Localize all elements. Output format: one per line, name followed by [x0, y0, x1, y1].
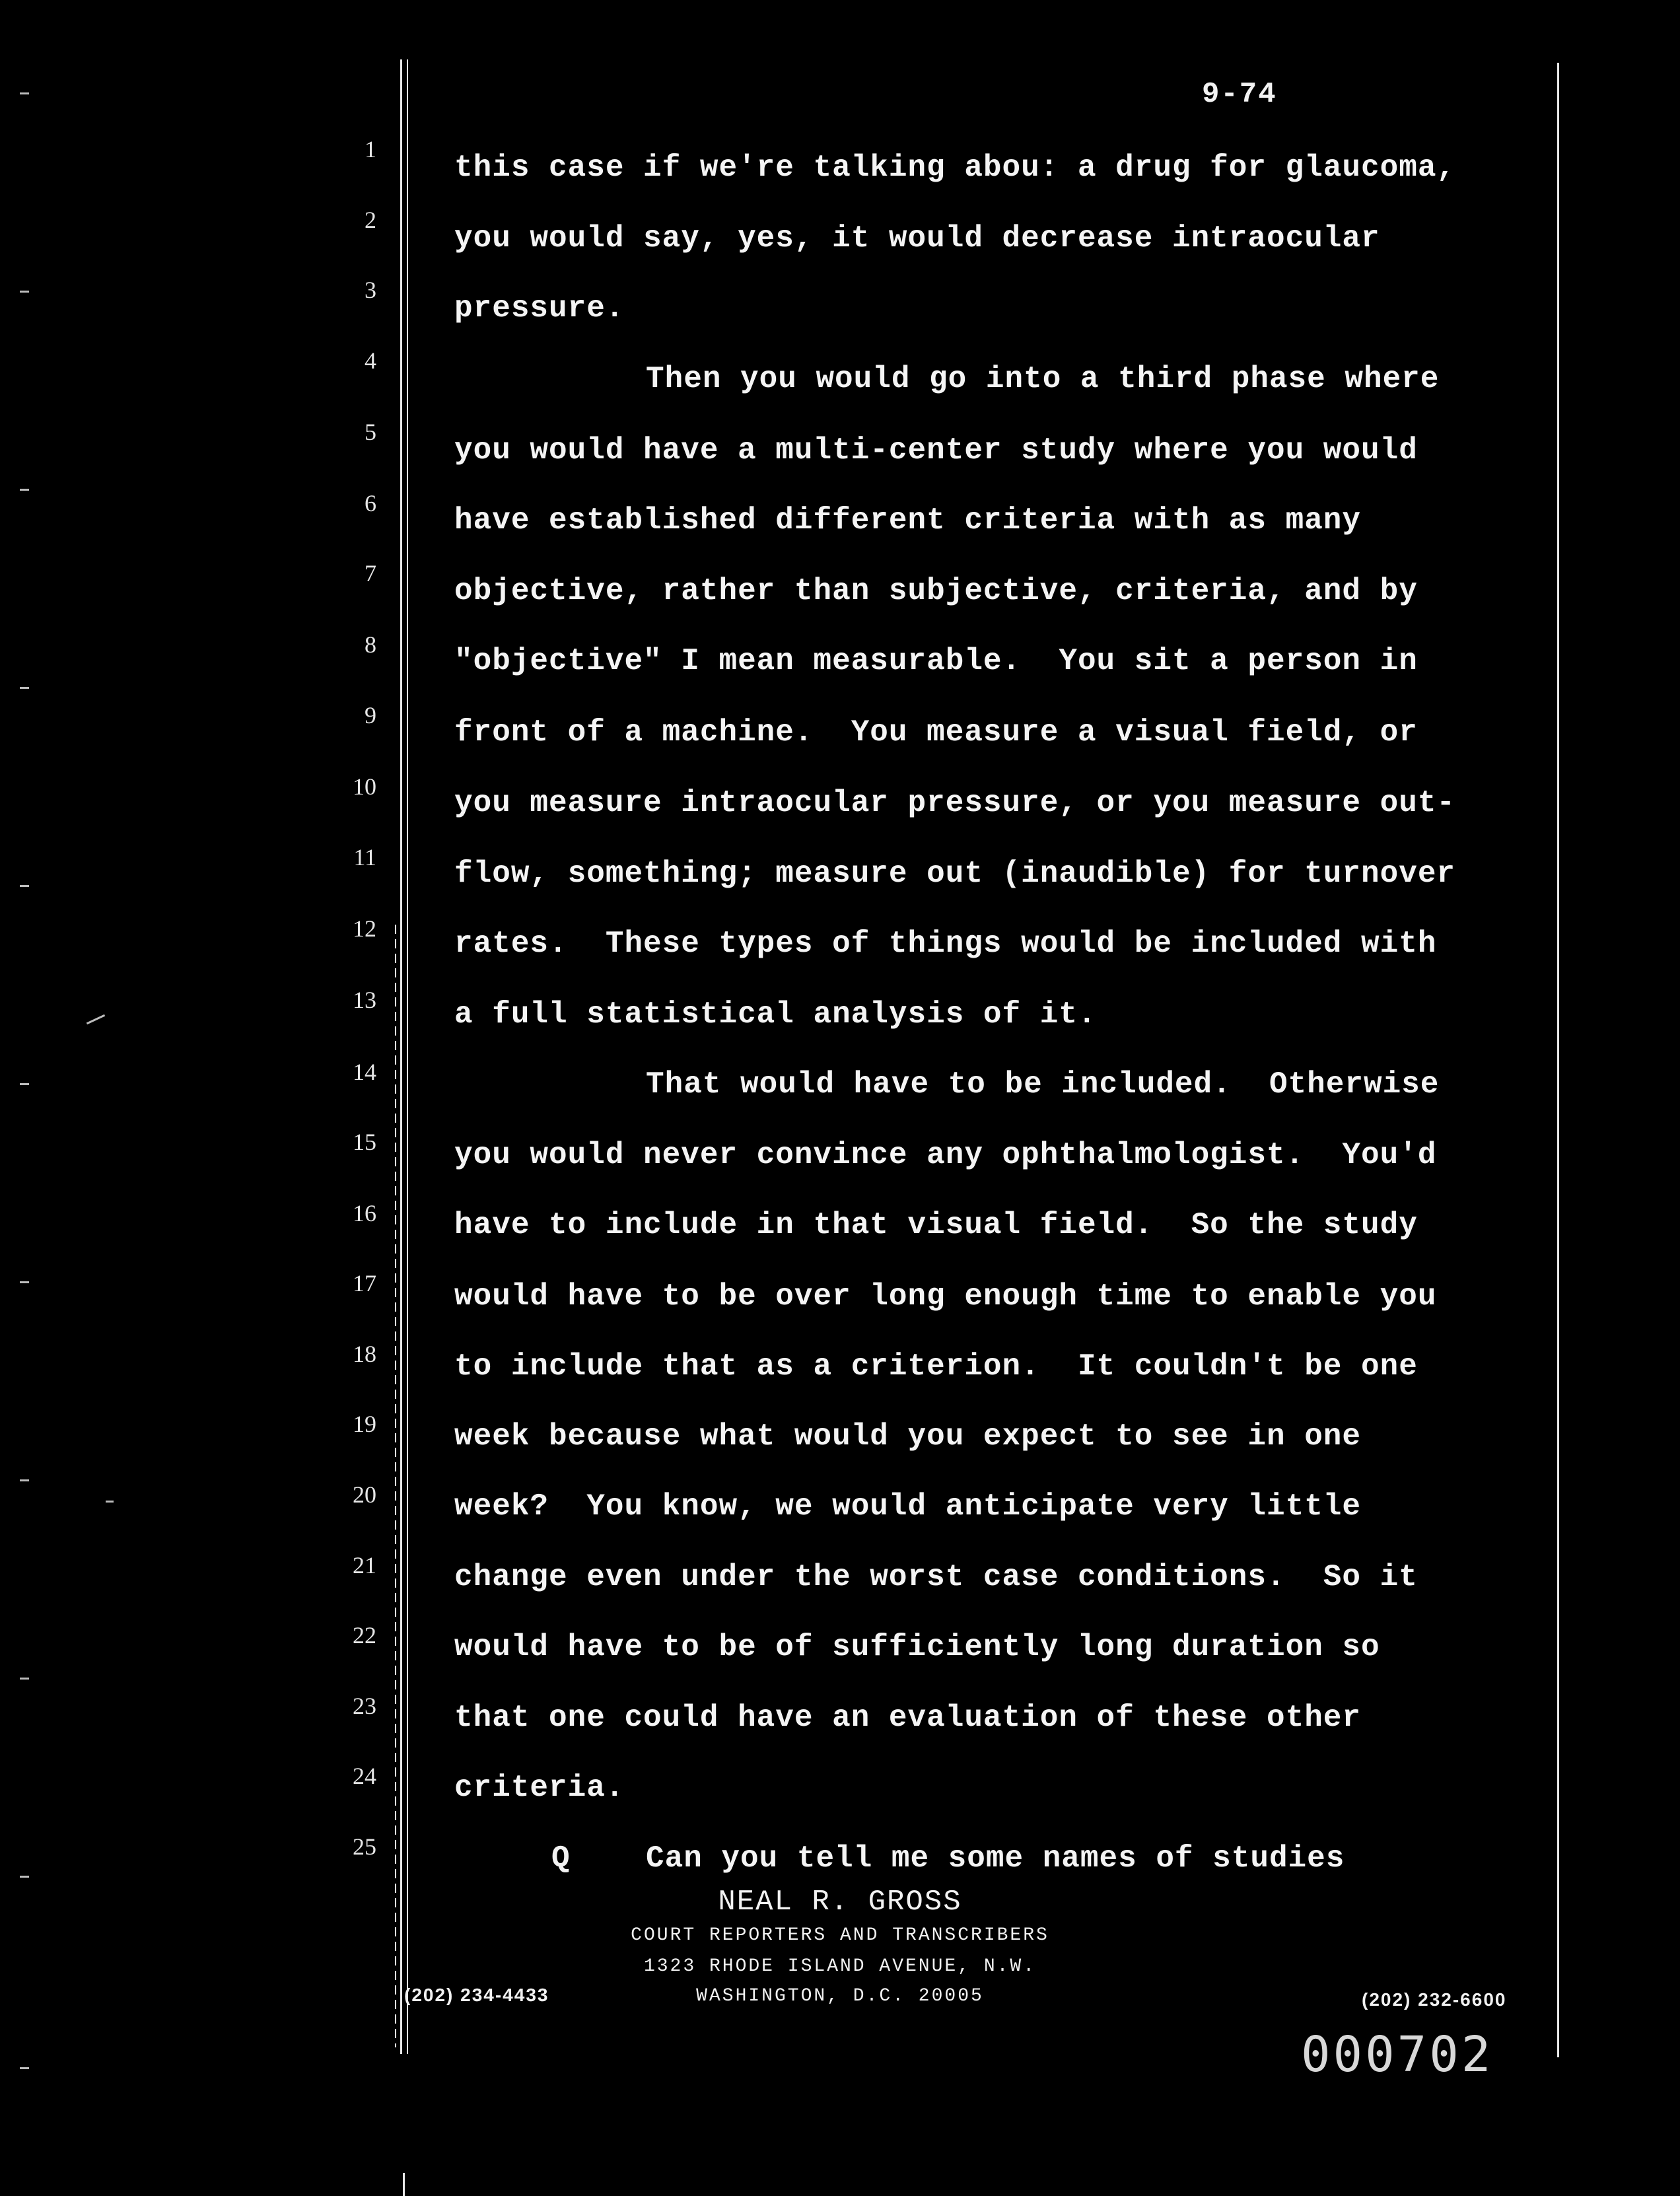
transcript-line: rates. These types of things would be included with: [454, 927, 1437, 961]
line-number: 12: [353, 915, 376, 942]
transcript-line: that one could have an evaluation of these other: [454, 1701, 1362, 1735]
transcript-line: Then you would go into a third phase where: [646, 362, 1440, 396]
line-number: 8: [365, 631, 376, 658]
left-margin-rule-inner: [407, 59, 408, 2054]
line-number: 5: [365, 419, 376, 445]
transcript-line: week because what would you expect to see in one: [454, 1419, 1362, 1454]
transcript-line: That would have to be included. Otherwise: [646, 1067, 1440, 1102]
scan-speck: [20, 2067, 29, 2069]
phone-left: (202) 234-4433: [404, 1985, 549, 2005]
scan-speck: [20, 489, 29, 491]
scan-speck: [87, 1014, 105, 1024]
scan-speck: [20, 92, 29, 94]
page-number: 9-74: [1202, 78, 1277, 111]
line-number: 16: [353, 1200, 376, 1226]
line-number: 1: [365, 136, 376, 162]
line-number: 6: [365, 490, 376, 516]
line-number: 18: [353, 1341, 376, 1367]
line-number: 17: [353, 1270, 376, 1296]
line-number: 11: [353, 844, 376, 870]
line-number: 7: [365, 560, 376, 586]
bates-number: 000702: [1301, 2026, 1494, 2083]
firm-address: 1323 RHODE ISLAND AVENUE, N.W.: [643, 1956, 1037, 1977]
transcript-line: front of a machine. You measure a visual field, or: [454, 715, 1418, 750]
transcript-line: have to include in that visual field. So the study: [454, 1208, 1418, 1242]
transcript-line: flow, something; measure out (inaudible) for turnover: [454, 857, 1456, 891]
scan-speck: [106, 1501, 114, 1503]
line-number: 3: [365, 277, 376, 303]
transcript-line: objective, rather than subjective, criteria, and by: [454, 574, 1418, 608]
firm-subtitle: COURT REPORTERS AND TRANSCRIBERS: [631, 1925, 1049, 1946]
scan-speck: [20, 291, 29, 293]
line-number: 2: [365, 207, 376, 233]
left-margin-rule-dashed: [395, 925, 396, 2047]
question-marker: Q: [551, 1841, 570, 1876]
firm-name: NEAL R. GROSS: [718, 1886, 962, 1919]
scan-speck: [20, 1479, 29, 1481]
transcript-line: a full statistical analysis of it.: [454, 997, 1097, 1032]
right-margin-rule: [1557, 63, 1559, 2057]
transcript-line: change even under the worst case conditions. So it: [454, 1560, 1418, 1594]
line-number: 15: [353, 1129, 376, 1155]
transcript-line: you measure intraocular pressure, or you measure out-: [454, 786, 1456, 820]
scan-speck: [20, 1876, 29, 1878]
line-number: 22: [353, 1622, 376, 1648]
line-number: 24: [353, 1763, 376, 1789]
transcript-line: would have to be of sufficiently long duration so: [454, 1630, 1380, 1664]
line-number: 10: [353, 773, 376, 800]
bottom-edge-mark: [403, 2173, 405, 2196]
transcript-line: pressure.: [454, 291, 625, 326]
line-number: 21: [353, 1552, 376, 1578]
firm-city: WASHINGTON, D.C. 20005: [696, 1986, 984, 2006]
scan-speck: [20, 1678, 29, 1680]
transcript-line: you would have a multi-center study where you would: [454, 433, 1418, 468]
transcript-line: Can you tell me some names of studies: [646, 1841, 1345, 1876]
line-number: 23: [353, 1693, 376, 1719]
transcript-line: to include that as a criterion. It couldn't be one: [454, 1349, 1418, 1384]
phone-right: (202) 232-6600: [1362, 1989, 1507, 2010]
scan-speck: [20, 687, 29, 689]
transcript-line: you would never convince any ophthalmologist. You'd: [454, 1138, 1437, 1172]
transcript-line: week? You know, we would anticipate very little: [454, 1489, 1362, 1524]
line-number: 14: [353, 1059, 376, 1085]
left-margin-rule: [400, 59, 402, 2054]
scan-speck: [20, 885, 29, 887]
scan-speck: [20, 1083, 29, 1085]
transcript-line: would have to be over long enough time to enable you: [454, 1279, 1437, 1314]
line-number: 19: [353, 1411, 376, 1437]
line-number: 13: [353, 987, 376, 1013]
transcript-line: criteria.: [454, 1771, 625, 1805]
line-number: 25: [353, 1833, 376, 1860]
line-number: 20: [353, 1481, 376, 1508]
line-number: 4: [365, 347, 376, 374]
transcript-line: you would say, yes, it would decrease intraocular: [454, 221, 1380, 256]
transcript-line: "objective" I mean measurable. You sit a person in: [454, 644, 1418, 678]
transcript-line: this case if we're talking abou: a drug for glaucoma,: [454, 151, 1456, 185]
transcript-line: have established different criteria with as many: [454, 503, 1362, 538]
scan-speck: [20, 1281, 29, 1283]
line-number: 9: [365, 702, 376, 728]
